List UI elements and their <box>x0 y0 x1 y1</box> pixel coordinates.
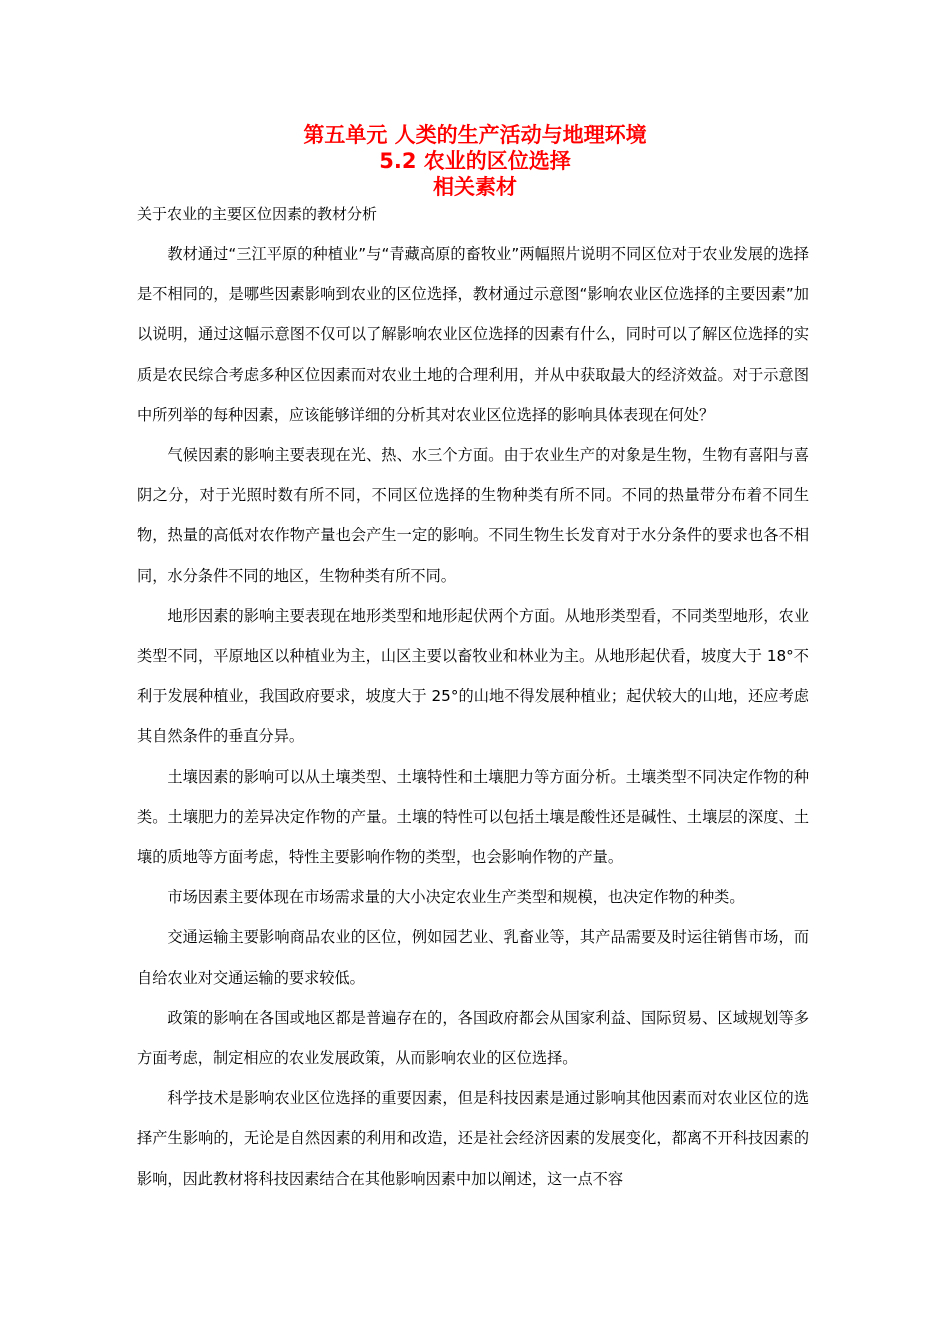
paragraph-policy: 政策的影响在各国或地区都是普遍存在的，各国政府都会从国家利益、国际贸易、区域规划等多方面考虑，制定相应的农业发展政策，从而影响农业的区位选择。 <box>137 1008 809 1068</box>
paragraph-terrain: 地形因素的影响主要表现在地形类型和地形起伏两个方面。从地形类型看，不同类型地形，农业类型不同，平原地区以种植业为主，山区主要以畜牧业和林业为主。从地形起伏看，坡度大于 18°不利于发展种植业，我国政府要求，坡度大于 25°的山地不得发展种植业；起伏较大的山地，还应考虑其自然条件的垂直分异。 <box>137 606 809 746</box>
paragraph-technology: 科学技术是影响农业区位选择的重要因素，但是科技因素是通过影响其他因素而对农业区位的选择产生影响的，无论是自然因素的利用和改造，还是社会经济因素的发展变化，都离不开科技因素的影响，因此教材将科技因素结合在其他影响因素中加以阐述，这一点不容 <box>137 1089 809 1188</box>
paragraph-market: 市场因素主要体现在市场需求量的大小决定农业生产类型和规模，也决定作物的种类。 <box>167 888 745 907</box>
paragraph-climate: 气候因素的影响主要表现在光、热、水三个方面。由于农业生产的对象是生物，生物有喜阳与喜阴之分，对于光照时数有所不同，不同区位选择的生物种类有所不同。不同的热量带分布着不同生物，热量的高低对农作物产量也会产生一定的影响。不同生物生长发育对于水分条件的要求也各不相同，水分条件不同的地区，生物种类有所不同。 <box>137 446 809 585</box>
paragraph-soil: 土壤因素的影响可以从土壤类型、土壤特性和土壤肥力等方面分析。土壤类型不同决定作物的种类。土壤肥力的差异决定作物的产量。土壤的特性可以包括土壤是酸性还是碱性、土壤层的深度、土壤的质地等方面考虑，特性主要影响作物的类型，也会影响作物的产量。 <box>137 767 809 867</box>
section-title: 5.2 农业的区位选择 <box>379 149 571 173</box>
unit-title: 第五单元 人类的生产活动与地理环境 <box>303 123 647 147</box>
body-text <box>137 234 809 1199</box>
material-title: 相关素材 <box>433 175 517 199</box>
subheading: 关于农业的主要区位因素的教材分析 <box>137 205 378 223</box>
document-title <box>0 122 950 200</box>
paragraph-transport: 交通运输主要影响商品农业的区位，例如园艺业、乳畜业等，其产品需要及时运往销售市场，而自给农业对交通运输的要求较低。 <box>137 928 809 987</box>
paragraph-intro: 教材通过“三江平原的种植业”与“青藏高原的畜牧业”两幅照片说明不同区位对于农业发展的选择是不相同的，是哪些因素影响到农业的区位选择，教材通过示意图“影响农业区位选择的主要因素”加以说明，通过这幅示意图不仅可以了解影响农业区位选择的因素有什么，同时可以了解区位选择的实质是农民综合考虑多种区位因素而对农业土地的合理利用，并从中获取最大的经济效益。对于示意图中所列举的每种因素，应该能够详细的分析其对农业区位选择的影响具体表现在何处？ <box>137 245 809 424</box>
